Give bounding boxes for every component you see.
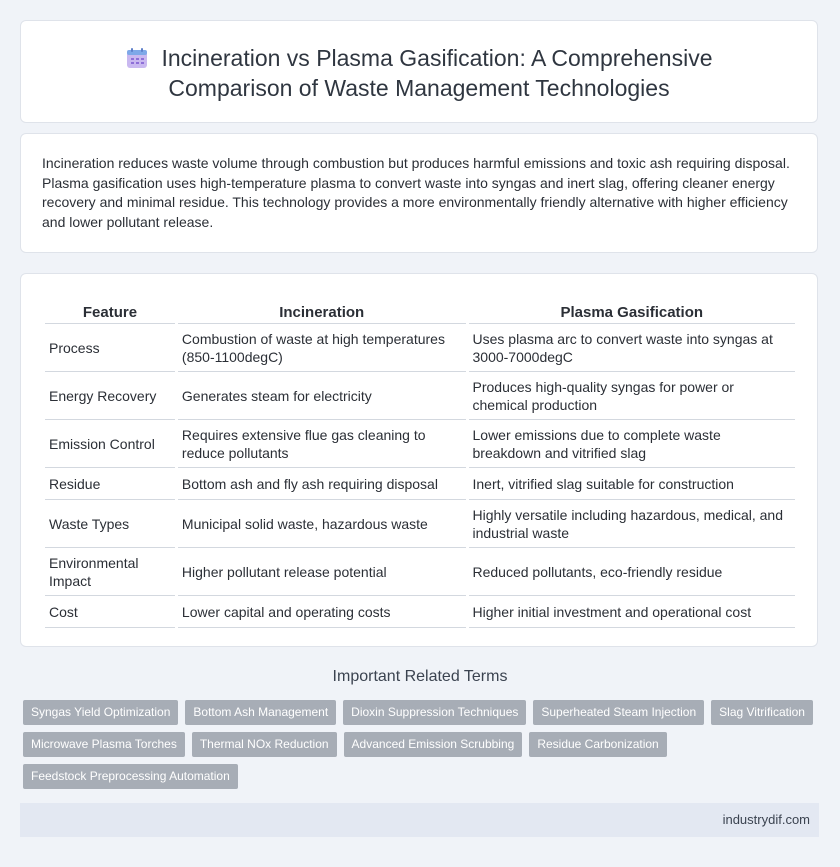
table-cell: Requires extensive flue gas cleaning to reduce pollutants (178, 420, 466, 468)
table-cell: Highly versatile including hazardous, medical, and industrial waste (469, 500, 796, 548)
term-tag[interactable]: Advanced Emission Scrubbing (344, 732, 523, 757)
table-cell: Higher pollutant release potential (178, 548, 466, 596)
term-tag[interactable]: Microwave Plasma Torches (23, 732, 185, 757)
title-card (20, 20, 818, 123)
table-cell: Generates steam for electricity (178, 372, 466, 420)
header-feature: Feature (45, 294, 175, 324)
term-tag[interactable]: Bottom Ash Management (185, 700, 336, 725)
footer-site-link[interactable]: industrydif.com (722, 812, 810, 827)
calendar-icon (126, 47, 148, 69)
table-cell: Lower capital and operating costs (178, 596, 466, 628)
header-plasma-gasification: Plasma Gasification (469, 294, 796, 324)
table-row (45, 596, 795, 628)
table-cell: Combustion of waste at high temperatures (850-1100degC) (178, 324, 466, 372)
table-cell: Municipal solid waste, hazardous waste (178, 500, 466, 548)
table-cell: Emission Control (45, 420, 175, 468)
intro-text: Incineration reduces waste volume through combustion but produces harmful emissions and toxic ash requiring disposal. Plasma gasification uses high-temperature plasma to convert waste into syngas and inert slag, offering cleaner energy recovery and minimal residue. This technology provides a more environmentally friendly alternative with higher efficiency and lower pollutant release. (42, 155, 790, 230)
page-title (21, 43, 817, 103)
table-cell: Bottom ash and fly ash requiring disposal (178, 468, 466, 500)
comparison-card (20, 273, 818, 647)
table-cell: Reduced pollutants, eco-friendly residue (469, 548, 796, 596)
table-cell: Cost (45, 596, 175, 628)
table-cell: Energy Recovery (45, 372, 175, 420)
table-cell: Higher initial investment and operational cost (469, 596, 796, 628)
table-row (45, 500, 795, 548)
title-line-2: Comparison of Waste Management Technologies (168, 75, 670, 101)
term-tag[interactable]: Dioxin Suppression Techniques (343, 700, 526, 725)
term-tag[interactable]: Residue Carbonization (529, 732, 666, 757)
term-tag[interactable]: Thermal NOx Reduction (192, 732, 337, 757)
term-tag[interactable]: Superheated Steam Injection (533, 700, 704, 725)
comparison-table (42, 294, 798, 628)
table-cell: Inert, vitrified slag suitable for construction (469, 468, 796, 500)
table-row (45, 372, 795, 420)
table-row (45, 420, 795, 468)
term-tag[interactable]: Syngas Yield Optimization (23, 700, 178, 725)
table-cell: Uses plasma arc to convert waste into syngas at 3000-7000degC (469, 324, 796, 372)
table-cell: Environmental Impact (45, 548, 175, 596)
table-cell: Produces high-quality syngas for power or chemical production (469, 372, 796, 420)
footer (20, 803, 819, 837)
table-cell: Lower emissions due to complete waste breakdown and vitrified slag (469, 420, 796, 468)
related-terms-title: Important Related Terms (332, 668, 508, 685)
table-cell: Residue (45, 468, 175, 500)
table-row (45, 548, 795, 596)
table-row (45, 324, 795, 372)
related-terms-tags (23, 700, 823, 796)
term-tag[interactable]: Slag Vitrification (711, 700, 813, 725)
intro-card (20, 133, 818, 253)
title-line-1: Incineration vs Plasma Gasification: A Comprehensive (161, 45, 713, 71)
table-cell: Process (45, 324, 175, 372)
table-row (45, 468, 795, 500)
table-header-row (45, 294, 795, 324)
table-cell: Waste Types (45, 500, 175, 548)
term-tag[interactable]: Feedstock Preprocessing Automation (23, 764, 238, 789)
header-incineration: Incineration (178, 294, 466, 324)
